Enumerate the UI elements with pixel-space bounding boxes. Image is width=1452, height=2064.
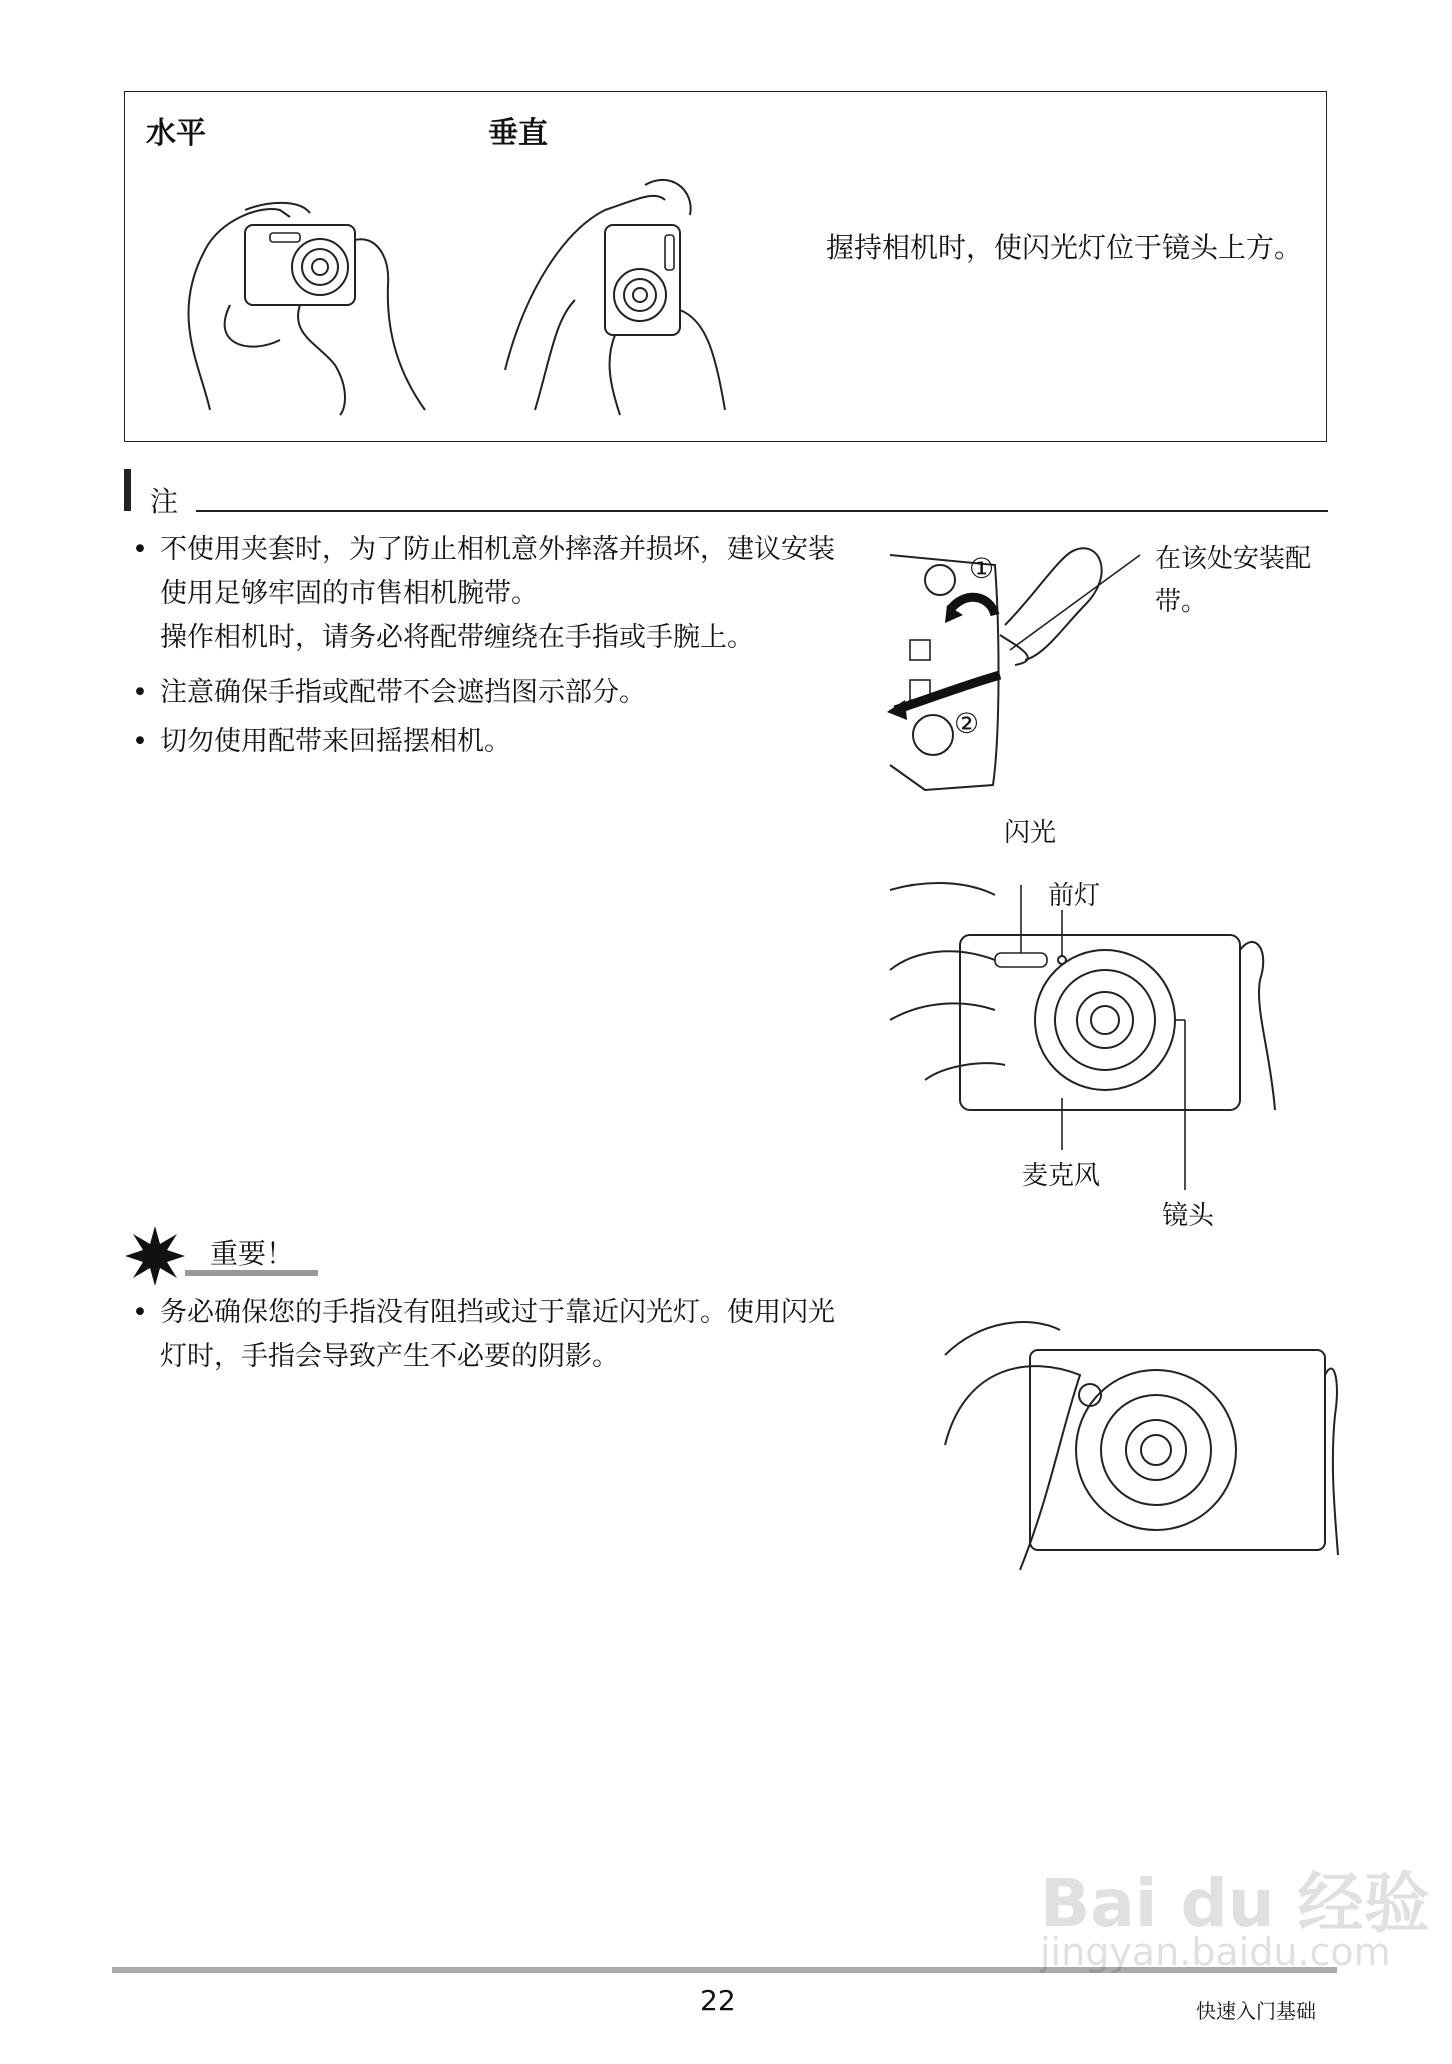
horizontal-label: 水平 bbox=[146, 116, 206, 151]
vertical-label: 垂直 bbox=[488, 116, 548, 151]
note-bullet-2: • 注意确保手指或配带不会遮挡图示部分。 bbox=[160, 671, 850, 715]
finger-block-illustration bbox=[940, 1295, 1340, 1575]
note-bullet-1: • 不使用夹套时，为了防止相机意外摔落并损坏，建议安装使用足够牢固的市售相机腕带。 bbox=[160, 528, 850, 616]
flash-label: 闪光 bbox=[1004, 818, 1057, 848]
section-name: 快速入门基础 bbox=[1196, 1999, 1316, 2023]
note-bullet-3: • 切勿使用配带来回摇摆相机。 bbox=[160, 720, 850, 764]
strap-attach-label: 在该处安装配带。 bbox=[1155, 544, 1312, 617]
strap-illustration bbox=[885, 535, 1145, 805]
lens-label: 镜头 bbox=[1162, 1201, 1215, 1231]
microphone-label: 麦克风 bbox=[1022, 1161, 1101, 1191]
step-1-marker: ① bbox=[969, 552, 995, 585]
important-star-icon bbox=[125, 1226, 185, 1286]
holding-instruction: 握持相机时，使闪光灯位于镜头上方。 bbox=[826, 231, 1303, 264]
watermark-brand: Bai du 经验 bbox=[1040, 1865, 1430, 1942]
vertical-hold-illustration bbox=[495, 170, 775, 420]
step-2-marker: ② bbox=[954, 707, 980, 740]
note-bullet-1-continued: 操作相机时，请务必将配带缠绕在手指或手腕上。 bbox=[160, 622, 754, 653]
important-rule bbox=[185, 1270, 318, 1276]
front-lamp-label: 前灯 bbox=[1048, 881, 1101, 911]
note-heading: 注 bbox=[150, 485, 179, 518]
horizontal-hold-illustration bbox=[150, 195, 440, 415]
note-rule bbox=[196, 510, 1328, 512]
watermark-url: jingyan.baidu.com bbox=[1040, 1930, 1391, 1974]
note-marker bbox=[124, 469, 131, 511]
important-heading: 重要！ bbox=[210, 1237, 295, 1270]
page-number: 22 bbox=[700, 1984, 736, 2017]
important-bullet-1: • 务必确保您的手指没有阻挡或过于靠近闪光灯。使用闪光灯时，手指会导致产生不必要的阴影。 bbox=[160, 1291, 850, 1379]
